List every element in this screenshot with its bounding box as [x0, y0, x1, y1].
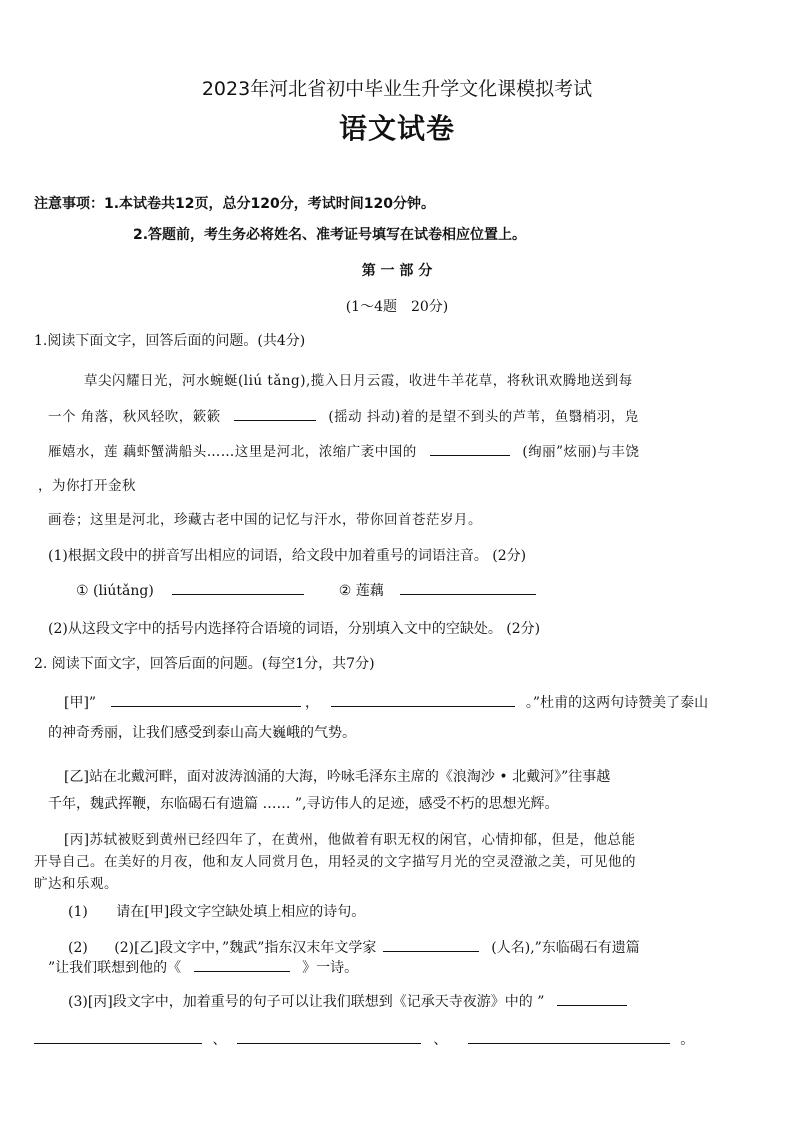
q2-subquestion-3-answers: 、 、 。 — [34, 1029, 694, 1050]
q1-answer-b-label: ② 莲藕 — [338, 583, 384, 599]
q1-passage-line-1: 草尖闪耀日光，河水蜿蜒(liú tǎng),揽入日月云霞，收进牛羊花草，将秋讯欢腾地送到每 — [84, 373, 633, 389]
q2-author-blank[interactable] — [383, 937, 479, 952]
q1-stem: 1.阅读下面文字，回答后面的问题。(共4分) — [34, 333, 306, 349]
notes-item-2: 2.答题前，考生务必将姓名、准考证号填写在试卷相应位置上。 — [133, 227, 527, 243]
q2-yi-line-1: [乙]站在北戴河畔，面对波涛汹涌的大海，吟咏毛泽东主席的《浪淘沙 • 北戴河》”往事越 — [64, 769, 611, 785]
q1-blank-1[interactable] — [234, 406, 316, 421]
q1-passage-line-2: 一个 角落，秋风轻吹，簌簌 (摇动 抖动)着的是望不到头的芦苇，鱼翳梢羽，凫 — [48, 406, 639, 427]
q1-answer-b-blank[interactable] — [400, 580, 536, 595]
q2-poem-title-blank[interactable] — [194, 957, 290, 972]
exam-title: 2023年河北省初中毕业生升学文化课模拟考试 — [201, 78, 593, 100]
q2-subquestion-2-line-2: ”让我们联想到他的《 》一诗。 — [48, 957, 358, 978]
q2-quote-blank-3[interactable] — [237, 1029, 421, 1044]
part-title: 第 一 部 分 — [361, 263, 433, 279]
q1-subquestion-2: (2)从这段文字中的括号内选择符合语境的词语，分别填入文中的空缺处。 (2分) — [48, 621, 541, 637]
q2-jia-line-2: 的神奇秀丽，让我们感受到泰山高大巍峨的气势。 — [48, 725, 356, 741]
q2-bing-line-1: [丙]苏轼被贬到黄州已经四年了，在黄州，他做着有职无权的闲官，心情抑郁，但是，他总能 — [64, 832, 636, 848]
q2-stem: 2. 阅读下面文字，回答后面的问题。(每空1分，共7分) — [34, 656, 375, 672]
q1-passage-line-5: 画卷；这里是河北，珍藏古老中国的记忆与汗水，带你回首苍茫岁月。 — [48, 512, 482, 528]
q2-jia-line-1: [甲]” ， 。”杜甫的这两句诗赞美了泰山 — [64, 692, 708, 713]
q1-subquestion-1: (1)根据文段中的拼音写出相应的词语，给文段中加着重号的词语注音。 (2分) — [48, 548, 527, 564]
notes-item-1: 1.本试卷共12页，总分120分，考试时间120分钟。 — [104, 196, 435, 212]
q1-answer-row — [76, 580, 536, 601]
q2-subquestion-2-line-1: (2) (2)[乙]段文字中，”魏武”指东汉末年文学家 (人名),”东临碣石有遗篇 — [68, 937, 640, 958]
notes-label: 注意事项： — [34, 196, 104, 212]
q2-quote-blank-1[interactable] — [557, 991, 627, 1006]
q1-answer-a-label: ① (liútǎng) — [76, 583, 154, 599]
q2-yi-line-2: 千年，魏武挥鞭，东临碣石有遗篇 …… ”,寻访伟人的足迹，感受不朽的思想光辉。 — [48, 796, 559, 812]
q2-quote-blank-4[interactable] — [468, 1029, 670, 1044]
q2-jia-blank-2[interactable] — [331, 692, 515, 707]
q1-passage-line-4: ，为你打开金秋 — [38, 478, 136, 494]
q2-subquestion-3: (3)[丙]段文字中，加着重号的句子可以让我们联想到《记承天寺夜游》中的 ” — [68, 991, 627, 1012]
q1-blank-2[interactable] — [430, 441, 510, 456]
part-range: (1～4题 20分) — [345, 299, 449, 315]
q2-bing-line-3: 旷达和乐观。 — [34, 876, 118, 892]
notes-line-1 — [34, 194, 435, 214]
q1-answer-a-blank[interactable] — [172, 580, 304, 595]
q2-bing-line-2: 开导自己。在美好的月夜，他和友人同赏月色，用轻灵的文字描写月光的空灵澄澈之美，可见他的 — [34, 854, 636, 870]
q2-jia-blank-1[interactable] — [111, 692, 301, 707]
q2-subquestion-1: (1) 请在[甲]段文字空缺处填上相应的诗句。 — [68, 904, 366, 920]
subject-title: 语文试卷 — [338, 112, 455, 145]
q1-passage-line-3: 雁嬉水，莲 藕虾蟹满船头……这里是河北，浓缩广袤中国的 (绚丽”炫丽)与丰饶 — [48, 441, 639, 462]
q2-quote-blank-2[interactable] — [34, 1029, 202, 1044]
